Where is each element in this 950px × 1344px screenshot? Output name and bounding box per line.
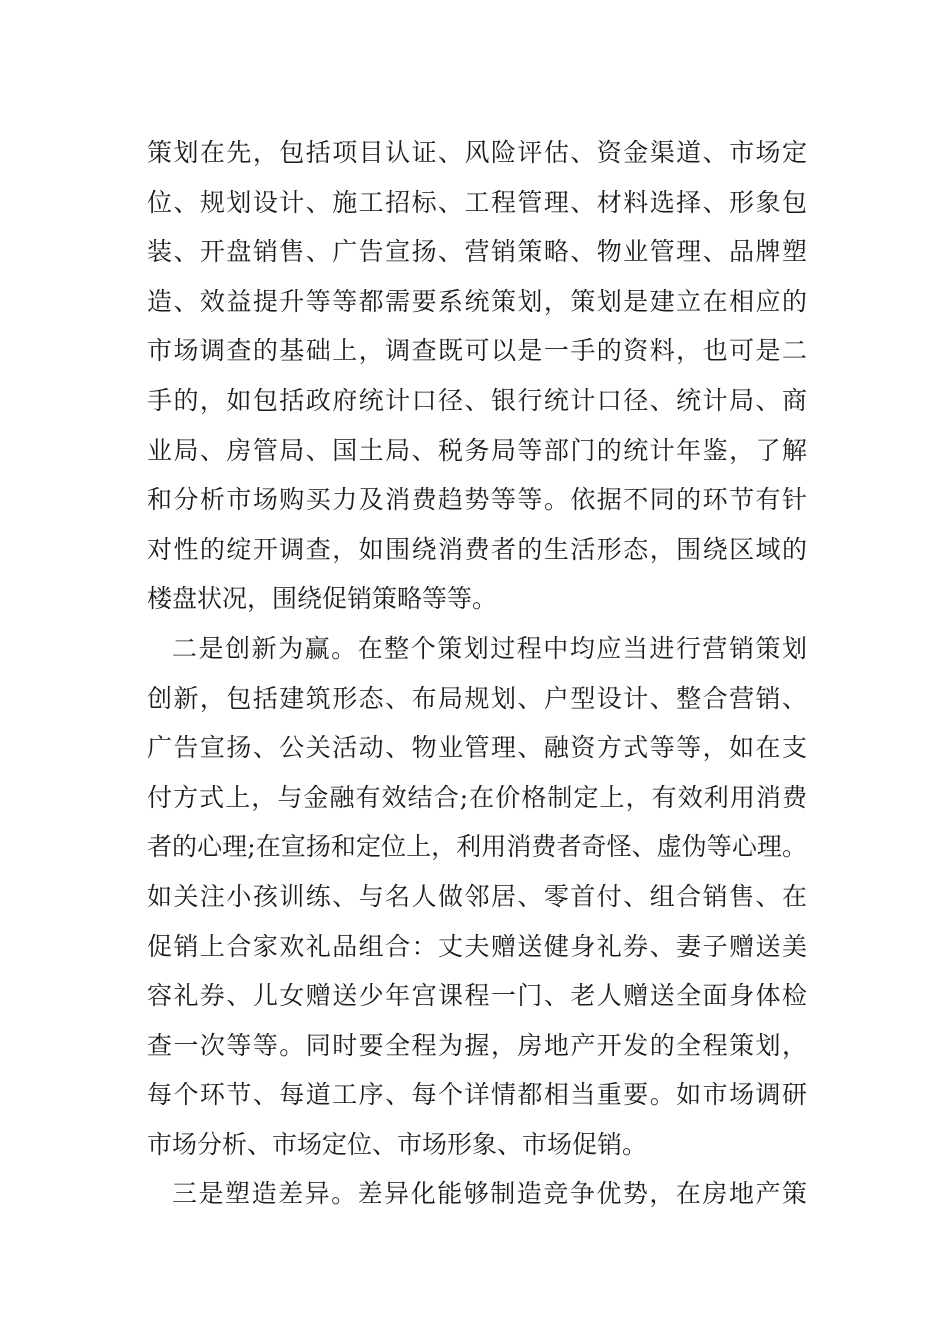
paragraph-1-line-8: 和分析市场购买力及消费趋势等等。依据不同的环节有针 xyxy=(147,485,807,515)
paragraph-2-line-9: 查一次等等。同时要全程为握，房地产开发的全程策划， xyxy=(147,1030,807,1060)
paragraph-2-line-1: 二是创新为赢。在整个策划过程中均应当进行营销策划 xyxy=(172,633,807,663)
paragraph-1-line-1: 策划在先，包括项目认证、风险评估、资金渠道、市场定 xyxy=(147,138,807,167)
paragraph-1-line-6: 手的，如包括政府统计口径、银行统计口径、统计局、商 xyxy=(147,385,807,415)
paragraph-2-line-4: 付方式上，与金融有效结合;在价格制定上，有效利用消费 xyxy=(147,782,807,812)
paragraph-1-line-2: 位、规划设计、施工招标、工程管理、材料选择、形象包 xyxy=(147,187,807,217)
paragraph-1-line-7: 业局、房管局、国土局、税务局等部门的统计年鉴，了解 xyxy=(147,435,807,465)
paragraph-1-line-10: 楼盘状况，围绕促销策略等等。 xyxy=(147,584,498,614)
paragraph-3-line-1: 三是塑造差异。差异化能够制造竞争优势，在房地产策 xyxy=(172,1179,807,1209)
paragraph-2-line-5: 者的心理;在宣扬和定位上，利用消费者奇怪、虚伪等心理。 xyxy=(147,832,807,862)
paragraph-1-line-4: 造、效益提升等等都需要系统策划，策划是建立在相应的 xyxy=(147,286,807,316)
paragraph-1-line-9: 对性的绽开调查，如围绕消费者的生活形态，围绕区域的 xyxy=(147,534,807,564)
paragraph-2-line-7: 促销上合家欢礼品组合：丈夫赠送健身礼券、妻子赠送美 xyxy=(147,931,807,961)
paragraph-2-line-6: 如关注小孩训练、与名人做邻居、零首付、组合销售、在 xyxy=(147,881,807,911)
paragraph-2-line-3: 广告宣扬、公关活动、物业管理、融资方式等等，如在支 xyxy=(147,733,807,763)
paragraph-2-line-8: 容礼券、儿女赠送少年宫课程一门、老人赠送全面身体检 xyxy=(147,981,807,1011)
paragraph-1-line-5: 市场调查的基础上，调查既可以是一手的资料，也可是二 xyxy=(147,336,807,366)
paragraph-2-line-11: 市场分析、市场定位、市场形象、市场促销。 xyxy=(147,1129,648,1159)
paragraph-2-line-2: 创新，包括建筑形态、布局规划、户型设计、整合营销、 xyxy=(147,683,807,713)
body-text xyxy=(147,128,807,1219)
paragraph-1-line-3: 装、开盘销售、广告宣扬、营销策略、物业管理、品牌塑 xyxy=(147,237,807,267)
paragraph-2-line-10: 每个环节、每道工序、每个详情都相当重要。如市场调研 xyxy=(147,1080,807,1110)
